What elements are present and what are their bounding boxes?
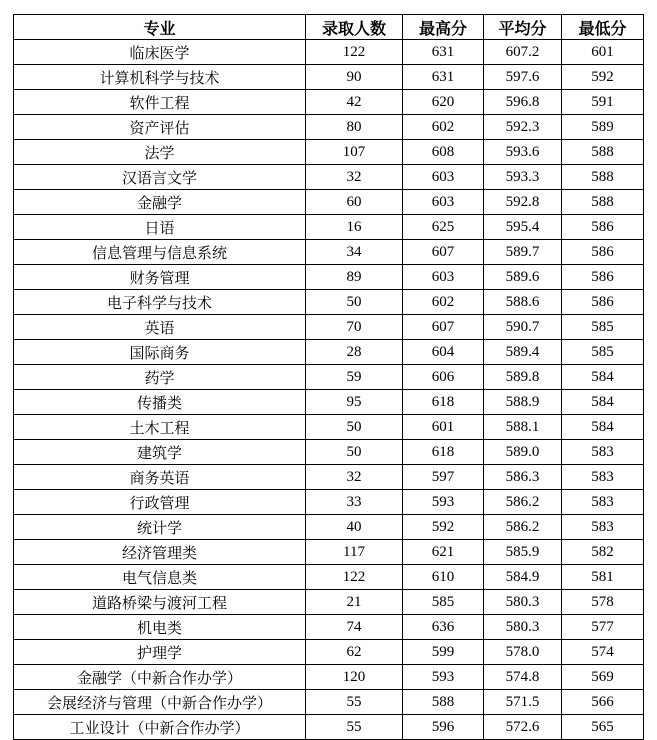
cell-max-score: 625 bbox=[403, 215, 484, 240]
cell-avg-score: 578.0 bbox=[484, 640, 562, 665]
cell-admitted-count: 89 bbox=[306, 265, 403, 290]
cell-max-score: 610 bbox=[403, 565, 484, 590]
cell-min-score: 586 bbox=[562, 215, 644, 240]
cell-min-score: 566 bbox=[562, 690, 644, 715]
table-row bbox=[14, 290, 644, 315]
cell-min-score: 583 bbox=[562, 490, 644, 515]
cell-major: 电气信息类 bbox=[14, 565, 306, 590]
table-row bbox=[14, 465, 644, 490]
cell-avg-score: 596.8 bbox=[484, 90, 562, 115]
cell-admitted-count: 21 bbox=[306, 590, 403, 615]
cell-min-score: 591 bbox=[562, 90, 644, 115]
cell-max-score: 636 bbox=[403, 615, 484, 640]
cell-major: 金融学 bbox=[14, 190, 306, 215]
cell-major: 英语 bbox=[14, 315, 306, 340]
table-header-row bbox=[14, 15, 644, 40]
table-row bbox=[14, 665, 644, 690]
cell-max-score: 607 bbox=[403, 315, 484, 340]
cell-avg-score: 586.2 bbox=[484, 490, 562, 515]
table-row bbox=[14, 115, 644, 140]
cell-min-score: 601 bbox=[562, 40, 644, 65]
cell-avg-score: 584.9 bbox=[484, 565, 562, 590]
cell-admitted-count: 117 bbox=[306, 540, 403, 565]
cell-major: 财务管理 bbox=[14, 265, 306, 290]
cell-max-score: 593 bbox=[403, 665, 484, 690]
cell-major: 临床医学 bbox=[14, 40, 306, 65]
cell-max-score: 631 bbox=[403, 65, 484, 90]
cell-max-score: 602 bbox=[403, 115, 484, 140]
table-row bbox=[14, 40, 644, 65]
cell-major: 国际商务 bbox=[14, 340, 306, 365]
table-row bbox=[14, 615, 644, 640]
cell-admitted-count: 59 bbox=[306, 365, 403, 390]
table-row bbox=[14, 165, 644, 190]
cell-avg-score: 589.7 bbox=[484, 240, 562, 265]
cell-major: 统计学 bbox=[14, 515, 306, 540]
cell-admitted-count: 40 bbox=[306, 515, 403, 540]
cell-admitted-count: 50 bbox=[306, 415, 403, 440]
cell-min-score: 581 bbox=[562, 565, 644, 590]
table-row bbox=[14, 90, 644, 115]
table-row bbox=[14, 315, 644, 340]
cell-major: 建筑学 bbox=[14, 440, 306, 465]
header-cell-major: 专业 bbox=[14, 15, 306, 40]
cell-avg-score: 580.3 bbox=[484, 590, 562, 615]
cell-max-score: 602 bbox=[403, 290, 484, 315]
table-row bbox=[14, 540, 644, 565]
cell-avg-score: 572.6 bbox=[484, 715, 562, 740]
table-row bbox=[14, 565, 644, 590]
cell-avg-score: 593.3 bbox=[484, 165, 562, 190]
cell-major: 经济管理类 bbox=[14, 540, 306, 565]
cell-avg-score: 595.4 bbox=[484, 215, 562, 240]
cell-min-score: 588 bbox=[562, 140, 644, 165]
cell-avg-score: 589.4 bbox=[484, 340, 562, 365]
cell-max-score: 601 bbox=[403, 415, 484, 440]
cell-avg-score: 574.8 bbox=[484, 665, 562, 690]
cell-major: 商务英语 bbox=[14, 465, 306, 490]
table-row bbox=[14, 515, 644, 540]
header-cell-admitted-count: 录取人数 bbox=[306, 15, 403, 40]
cell-major: 资产评估 bbox=[14, 115, 306, 140]
cell-avg-score: 571.5 bbox=[484, 690, 562, 715]
cell-min-score: 565 bbox=[562, 715, 644, 740]
table-row bbox=[14, 640, 644, 665]
cell-min-score: 578 bbox=[562, 590, 644, 615]
cell-admitted-count: 32 bbox=[306, 165, 403, 190]
table-header bbox=[14, 15, 644, 40]
cell-min-score: 589 bbox=[562, 115, 644, 140]
cell-avg-score: 593.6 bbox=[484, 140, 562, 165]
cell-min-score: 574 bbox=[562, 640, 644, 665]
cell-admitted-count: 55 bbox=[306, 690, 403, 715]
table-row bbox=[14, 140, 644, 165]
table-row bbox=[14, 240, 644, 265]
cell-min-score: 584 bbox=[562, 415, 644, 440]
table-row bbox=[14, 690, 644, 715]
cell-admitted-count: 42 bbox=[306, 90, 403, 115]
cell-admitted-count: 70 bbox=[306, 315, 403, 340]
cell-major: 计算机科学与技术 bbox=[14, 65, 306, 90]
table-row bbox=[14, 490, 644, 515]
cell-max-score: 585 bbox=[403, 590, 484, 615]
cell-min-score: 588 bbox=[562, 165, 644, 190]
cell-min-score: 584 bbox=[562, 390, 644, 415]
table-row bbox=[14, 715, 644, 740]
cell-min-score: 577 bbox=[562, 615, 644, 640]
cell-admitted-count: 50 bbox=[306, 440, 403, 465]
cell-admitted-count: 34 bbox=[306, 240, 403, 265]
table-row bbox=[14, 190, 644, 215]
cell-max-score: 618 bbox=[403, 390, 484, 415]
cell-admitted-count: 80 bbox=[306, 115, 403, 140]
cell-max-score: 592 bbox=[403, 515, 484, 540]
cell-admitted-count: 50 bbox=[306, 290, 403, 315]
table-row bbox=[14, 365, 644, 390]
header-cell-avg-score: 平均分 bbox=[484, 15, 562, 40]
cell-max-score: 631 bbox=[403, 40, 484, 65]
cell-major: 电子科学与技术 bbox=[14, 290, 306, 315]
cell-min-score: 584 bbox=[562, 365, 644, 390]
cell-avg-score: 589.6 bbox=[484, 265, 562, 290]
cell-admitted-count: 90 bbox=[306, 65, 403, 90]
cell-admitted-count: 120 bbox=[306, 665, 403, 690]
admission-scores-table bbox=[13, 14, 644, 740]
cell-max-score: 606 bbox=[403, 365, 484, 390]
cell-min-score: 583 bbox=[562, 440, 644, 465]
cell-max-score: 608 bbox=[403, 140, 484, 165]
cell-major: 软件工程 bbox=[14, 90, 306, 115]
cell-avg-score: 592.3 bbox=[484, 115, 562, 140]
cell-avg-score: 592.8 bbox=[484, 190, 562, 215]
header-cell-min-score: 最低分 bbox=[562, 15, 644, 40]
cell-major: 日语 bbox=[14, 215, 306, 240]
cell-avg-score: 586.3 bbox=[484, 465, 562, 490]
cell-admitted-count: 32 bbox=[306, 465, 403, 490]
cell-admitted-count: 107 bbox=[306, 140, 403, 165]
header-cell-max-score: 最高分 bbox=[403, 15, 484, 40]
cell-major: 护理学 bbox=[14, 640, 306, 665]
cell-admitted-count: 74 bbox=[306, 615, 403, 640]
cell-max-score: 596 bbox=[403, 715, 484, 740]
cell-min-score: 592 bbox=[562, 65, 644, 90]
cell-avg-score: 589.0 bbox=[484, 440, 562, 465]
cell-min-score: 585 bbox=[562, 340, 644, 365]
cell-major: 传播类 bbox=[14, 390, 306, 415]
cell-avg-score: 588.9 bbox=[484, 390, 562, 415]
cell-avg-score: 588.6 bbox=[484, 290, 562, 315]
table-row bbox=[14, 415, 644, 440]
table-row bbox=[14, 390, 644, 415]
cell-major: 土木工程 bbox=[14, 415, 306, 440]
cell-max-score: 593 bbox=[403, 490, 484, 515]
cell-max-score: 621 bbox=[403, 540, 484, 565]
cell-avg-score: 607.2 bbox=[484, 40, 562, 65]
table-body bbox=[14, 40, 644, 740]
cell-min-score: 583 bbox=[562, 465, 644, 490]
table-row bbox=[14, 590, 644, 615]
cell-max-score: 620 bbox=[403, 90, 484, 115]
cell-avg-score: 597.6 bbox=[484, 65, 562, 90]
cell-min-score: 585 bbox=[562, 315, 644, 340]
cell-max-score: 603 bbox=[403, 190, 484, 215]
table-row bbox=[14, 65, 644, 90]
cell-max-score: 588 bbox=[403, 690, 484, 715]
cell-admitted-count: 33 bbox=[306, 490, 403, 515]
cell-major: 金融学（中新合作办学） bbox=[14, 665, 306, 690]
cell-admitted-count: 122 bbox=[306, 40, 403, 65]
cell-max-score: 604 bbox=[403, 340, 484, 365]
cell-min-score: 586 bbox=[562, 240, 644, 265]
cell-avg-score: 590.7 bbox=[484, 315, 562, 340]
cell-min-score: 582 bbox=[562, 540, 644, 565]
cell-major: 行政管理 bbox=[14, 490, 306, 515]
table-row bbox=[14, 215, 644, 240]
cell-admitted-count: 122 bbox=[306, 565, 403, 590]
cell-major: 药学 bbox=[14, 365, 306, 390]
cell-avg-score: 585.9 bbox=[484, 540, 562, 565]
cell-min-score: 586 bbox=[562, 290, 644, 315]
cell-min-score: 586 bbox=[562, 265, 644, 290]
cell-admitted-count: 55 bbox=[306, 715, 403, 740]
cell-max-score: 603 bbox=[403, 165, 484, 190]
cell-avg-score: 586.2 bbox=[484, 515, 562, 540]
cell-max-score: 603 bbox=[403, 265, 484, 290]
cell-major: 会展经济与管理（中新合作办学） bbox=[14, 690, 306, 715]
cell-major: 汉语言文学 bbox=[14, 165, 306, 190]
table-row bbox=[14, 265, 644, 290]
cell-max-score: 607 bbox=[403, 240, 484, 265]
cell-avg-score: 589.8 bbox=[484, 365, 562, 390]
cell-max-score: 597 bbox=[403, 465, 484, 490]
cell-min-score: 588 bbox=[562, 190, 644, 215]
cell-major: 信息管理与信息系统 bbox=[14, 240, 306, 265]
cell-admitted-count: 62 bbox=[306, 640, 403, 665]
cell-min-score: 583 bbox=[562, 515, 644, 540]
cell-admitted-count: 60 bbox=[306, 190, 403, 215]
cell-max-score: 599 bbox=[403, 640, 484, 665]
cell-major: 法学 bbox=[14, 140, 306, 165]
table-row bbox=[14, 340, 644, 365]
cell-admitted-count: 28 bbox=[306, 340, 403, 365]
cell-admitted-count: 16 bbox=[306, 215, 403, 240]
cell-major: 机电类 bbox=[14, 615, 306, 640]
cell-min-score: 569 bbox=[562, 665, 644, 690]
cell-max-score: 618 bbox=[403, 440, 484, 465]
cell-admitted-count: 95 bbox=[306, 390, 403, 415]
cell-major: 道路桥梁与渡河工程 bbox=[14, 590, 306, 615]
table-row bbox=[14, 440, 644, 465]
cell-avg-score: 588.1 bbox=[484, 415, 562, 440]
cell-avg-score: 580.3 bbox=[484, 615, 562, 640]
cell-major: 工业设计（中新合作办学） bbox=[14, 715, 306, 740]
